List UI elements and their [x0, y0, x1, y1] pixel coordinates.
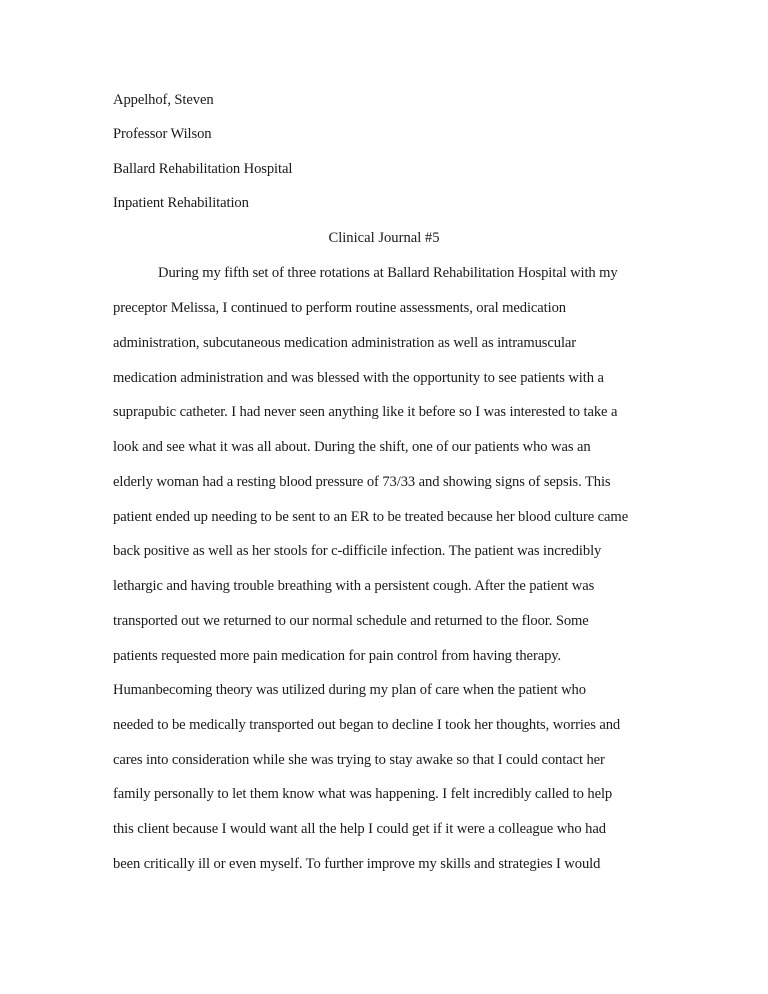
unit-name: Inpatient Rehabilitation	[113, 195, 249, 211]
body-line: During my fifth set of three rotations at Ballard Rehabilitation Hospital with my	[158, 265, 618, 281]
body-line: medication administration and was blessed with the opportunity to see patients with a	[113, 370, 604, 386]
body-line: look and see what it was all about. During the shift, one of our patients who was an	[113, 439, 591, 455]
body-line: been critically ill or even myself. To further improve my skills and strategies I would	[113, 856, 601, 872]
body-line: family personally to let them know what was happening. I felt incredibly called to help	[113, 786, 613, 802]
body-line: elderly woman had a resting blood pressure of 73/33 and showing signs of sepsis. This	[113, 474, 611, 490]
facility-name: Ballard Rehabilitation Hospital	[113, 161, 293, 177]
body-line: needed to be medically transported out began to decline I took her thoughts, worries and	[113, 717, 621, 733]
professor-name: Professor Wilson	[113, 126, 212, 142]
body-line: patient ended up needing to be sent to an ER to be treated because her blood culture came	[113, 509, 629, 525]
body-line: Humanbecoming theory was utilized during my plan of care when the patient who	[113, 682, 586, 698]
body-line: suprapubic catheter. I had never seen anything like it before so I was interested to take a	[113, 404, 618, 420]
body-line: patients requested more pain medication for pain control from having therapy.	[113, 648, 562, 664]
body-line: cares into consideration while she was trying to stay awake so that I could contact her	[113, 752, 605, 768]
body-line: this client because I would want all the help I could get if it were a colleague who had	[113, 821, 606, 837]
body-line: transported out we returned to our normal schedule and returned to the floor. Some	[113, 613, 589, 629]
journal-title: Clinical Journal #5	[328, 230, 440, 246]
student-name: Appelhof, Steven	[113, 92, 214, 108]
body-line: administration, subcutaneous medication administration as well as intramuscular	[113, 335, 577, 351]
body-line: lethargic and having trouble breathing with a persistent cough. After the patient was	[113, 578, 595, 594]
body-line: back positive as well as her stools for c-difficile infection. The patient was incredibly	[113, 543, 602, 559]
body-line: preceptor Melissa, I continued to perform routine assessments, oral medication	[113, 300, 566, 316]
